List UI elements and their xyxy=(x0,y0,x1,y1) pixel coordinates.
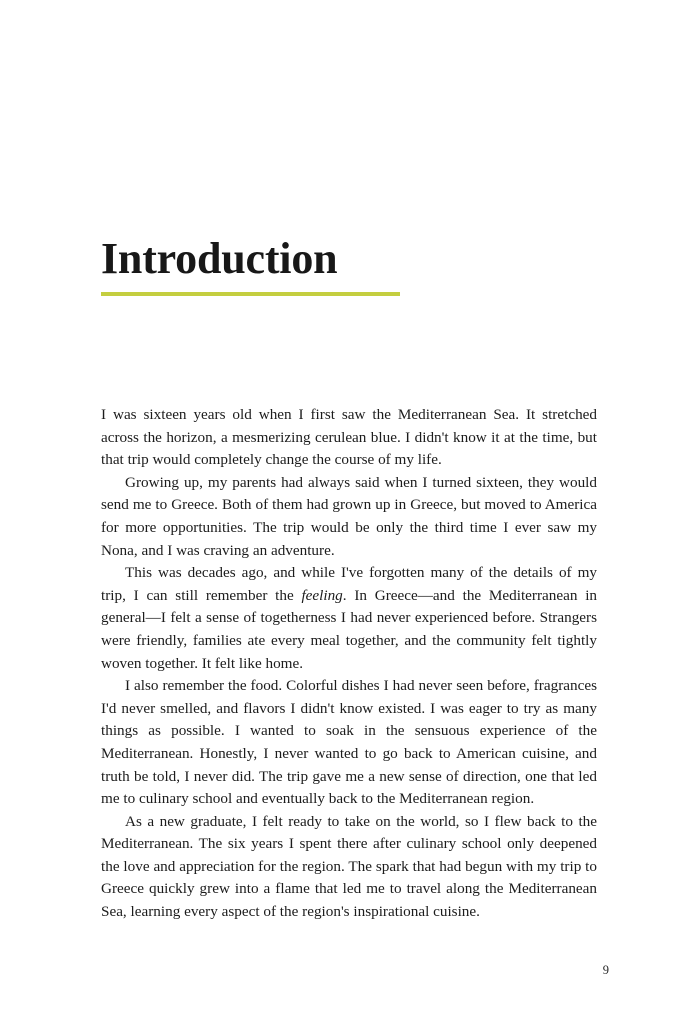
body-paragraph-5: As a new graduate, I felt ready to take on the world, so I flew back to the Mediterranean. The six years I spent there after culinary school only deepened the love and appreciation for the region. The spark that had begun with my trip to Greece quickly grew into a flame that led me to travel along the Mediterranean Sea, learning every aspect of the region's inspirational cuisine. xyxy=(101,812,597,921)
body-paragraph-3-tail: . In Greece—and the Mediterranean in general—I felt a sense of togetherness I had never experienced before. Strangers were friendly, families ate every meal together, and the community felt tightly woven together. It felt like home. xyxy=(101,586,598,672)
body-paragraph-3-emphasis: feeling xyxy=(301,586,343,604)
page-number: 9 xyxy=(602,963,609,977)
body-text-column xyxy=(101,404,597,924)
body-paragraph-3 xyxy=(101,562,597,675)
body-paragraph-3-lead: This was decades ago, and while I've forgotten many of the details of my trip, I can still remember the xyxy=(101,564,597,604)
body-paragraph-4: I also remember the food. Colorful dishes I had never seen before, fragrances I'd never smelled, and flavors I didn't know existed. I was eager to try as many things as possible. I wanted to soak in the sensuous experience of the Mediterranean. Honestly, I never wanted to go back to American cuisine, and truth be told, I never did. The trip gave me a new sense of direction, one that led me to culinary school and eventually back to the Mediterranean region. xyxy=(101,677,597,808)
body-paragraph-1: I was sixteen years old when I first saw the Mediterranean Sea. It stretched across the horizon, a mesmerizing cerulean blue. I didn't know it at the time, but that trip would completely change the course of my life. xyxy=(101,406,597,469)
chapter-title-rule xyxy=(101,292,400,296)
body-paragraph-2: Growing up, my parents had always said when I turned sixteen, they would send me to Greece. Both of them had grown up in Greece, but moved to America for more opportunities. The trip would be only the third time I ever saw my Nona, and I was craving an adventure. xyxy=(101,473,597,559)
chapter-header xyxy=(101,236,521,296)
page-title: Introduction xyxy=(101,234,338,283)
